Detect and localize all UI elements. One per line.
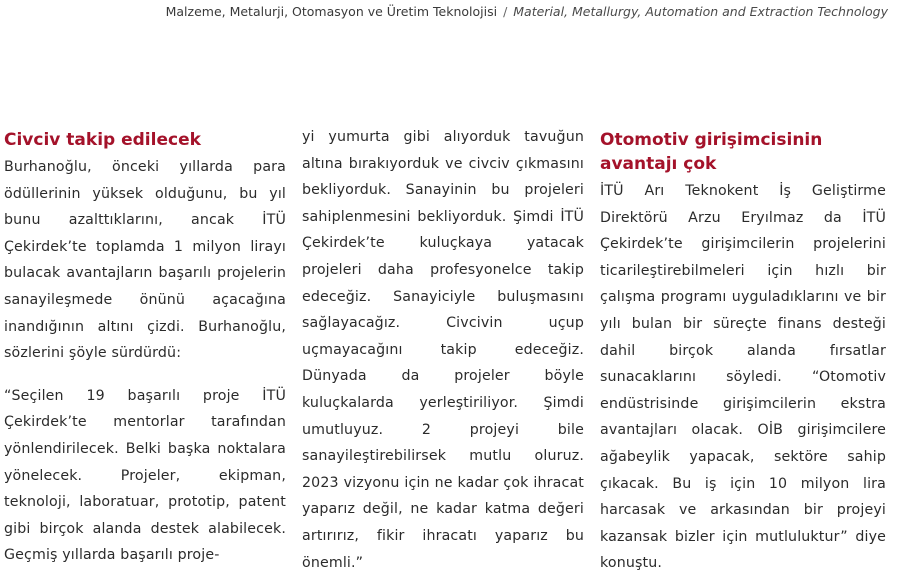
section-heading-civciv: Civciv takip edilecek xyxy=(4,130,201,150)
quote-paragraph-continued: yi yumurta gibi alıyorduk tavuğun altına bırakıyorduk ve civciv çıkmasını bekliyorduk. Sanayinin bu projeleri sahiplenmesini bekliyorduk. Şimdi İTÜ Çekirdek’te kuluçkaya yatacak projeleri daha profesyonelce takip edeceğiz. Sanayiciyle buluşmasını sağlayacağız. Civcivin uçup uçmayacağını takip edeceğiz. Dünyada da projeler böyle kuluçkalarda yerleştiriliyor. Şimdi umutluyuz. 2 projeyi bile sanayileştirebilirsek mutlu oluruz. 2023 vizyonu için ne kadar çok ihracat yaparız değil, ne kadar katma değeri artırırız, fikir ihracatı yaparız bu önemli.” xyxy=(302,129,584,571)
quote-paragraph: “Seçilen 19 başarılı proje İTÜ Çekirdek’te mentorlar tarafından yönlendirilecek. Belki başka noktalara yönelecek. Projeler, ekipman, teknoloji, laboratuar, prototip, patent gibi birçok alanda destek alabilecek. Geçmiş yıllarda başarılı proje- xyxy=(4,387,286,564)
header-title-turkish: Malzeme, Metalurji, Otomasyon ve Üretim Teknolojisi xyxy=(165,4,498,19)
body-paragraph: Burhanoğlu, önceki yıllarda para ödüllerinin yüksek olduğunu, bu yıl bunu azalttıklarını, ancak İTÜ Çekirdek’te toplamda 1 milyon lirayı bulacak avantajların başarılı projelerin sanayileşmede önünü açacağına inandığının altını çizdi. Burhanoğlu, sözlerini şöyle sürdürdü: xyxy=(4,159,286,362)
article-column-2 xyxy=(302,124,584,576)
article-column-1 xyxy=(4,128,286,569)
body-paragraph-otomotiv: İTÜ Arı Teknokent İş Geliştirme Direktörü Arzu Eryılmaz da İTÜ Çekirdek’te girişimcilerin projelerini ticarileştirebilmeleri için hızlı bir çalışma programı uyguladıklarını ve bir yılı bulan bir süreçte finans desteği dahil birçok alanda fırsatlar sunacaklarını söyledi. “Otomotiv endüstrisinde girişimcilerin ekstra avantajları olacak. OİB girişimcilere ağabeylik yapacak, sektöre sahip çıkacak. Bu iş için 10 milyon lira harcasak ve arkasından bir projeyi kazansak bizler için mutluluktur” diye konuştu. xyxy=(600,183,886,572)
section-heading-otomotiv: Otomotiv girişimcisinin avantajı çok xyxy=(600,130,823,174)
header-title-english: Material, Metallurgy, Automation and Extraction Technology xyxy=(513,4,888,19)
article-column-3 xyxy=(600,128,886,577)
header-separator: / xyxy=(503,4,508,19)
running-header xyxy=(0,4,888,19)
